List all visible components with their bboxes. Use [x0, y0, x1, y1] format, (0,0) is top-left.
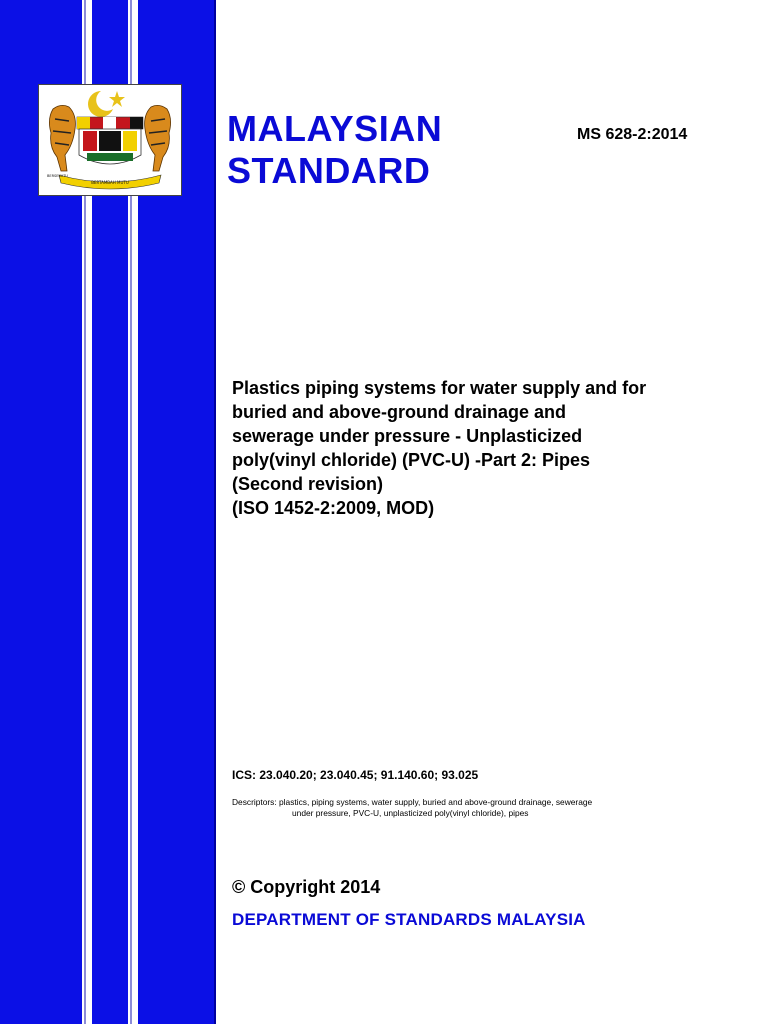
- subject-line: Plastics piping systems for water supply and for: [232, 378, 647, 398]
- copyright-notice: © Copyright 2014: [232, 877, 381, 897]
- subject-line: (ISO 1452-2:2009, MOD): [232, 498, 435, 518]
- crest-motto-left: BERSEKUTU: [47, 174, 68, 178]
- band-edge: [214, 0, 216, 1024]
- standard-number: MS 628-2:2014: [577, 126, 688, 143]
- descriptors-text: under pressure, PVC-U, unplasticized poly(vinyl chloride), pipes: [292, 808, 529, 818]
- subject-line: buried and above-ground drainage and: [232, 402, 567, 422]
- ics-codes: 23.040.20; 23.040.45; 91.140.60; 93.025: [259, 768, 479, 782]
- subject-line: (Second revision): [232, 474, 384, 494]
- title-line-2: STANDARD: [227, 150, 431, 191]
- standard-subject: [232, 376, 732, 520]
- crest-motto: BERTAMBAH MUTU: [91, 180, 129, 185]
- malaysia-coat-of-arms-icon: [39, 85, 181, 195]
- crest-box: [38, 84, 182, 196]
- descriptors-label: Descriptors:: [232, 797, 277, 807]
- department-name: DEPARTMENT OF STANDARDS MALAYSIA: [232, 910, 586, 929]
- page-title: [227, 108, 442, 192]
- ics-label: ICS:: [232, 768, 256, 782]
- title-line-1: MALAYSIAN: [227, 108, 443, 149]
- ics-line: [232, 768, 478, 782]
- subject-line: poly(vinyl chloride) (PVC-U) -Part 2: Pipes: [232, 450, 591, 470]
- subject-line: sewerage under pressure - Unplasticized: [232, 426, 583, 446]
- descriptors-text: plastics, piping systems, water supply, buried and above-ground drainage, sewerage: [279, 797, 593, 807]
- descriptors: [232, 797, 732, 819]
